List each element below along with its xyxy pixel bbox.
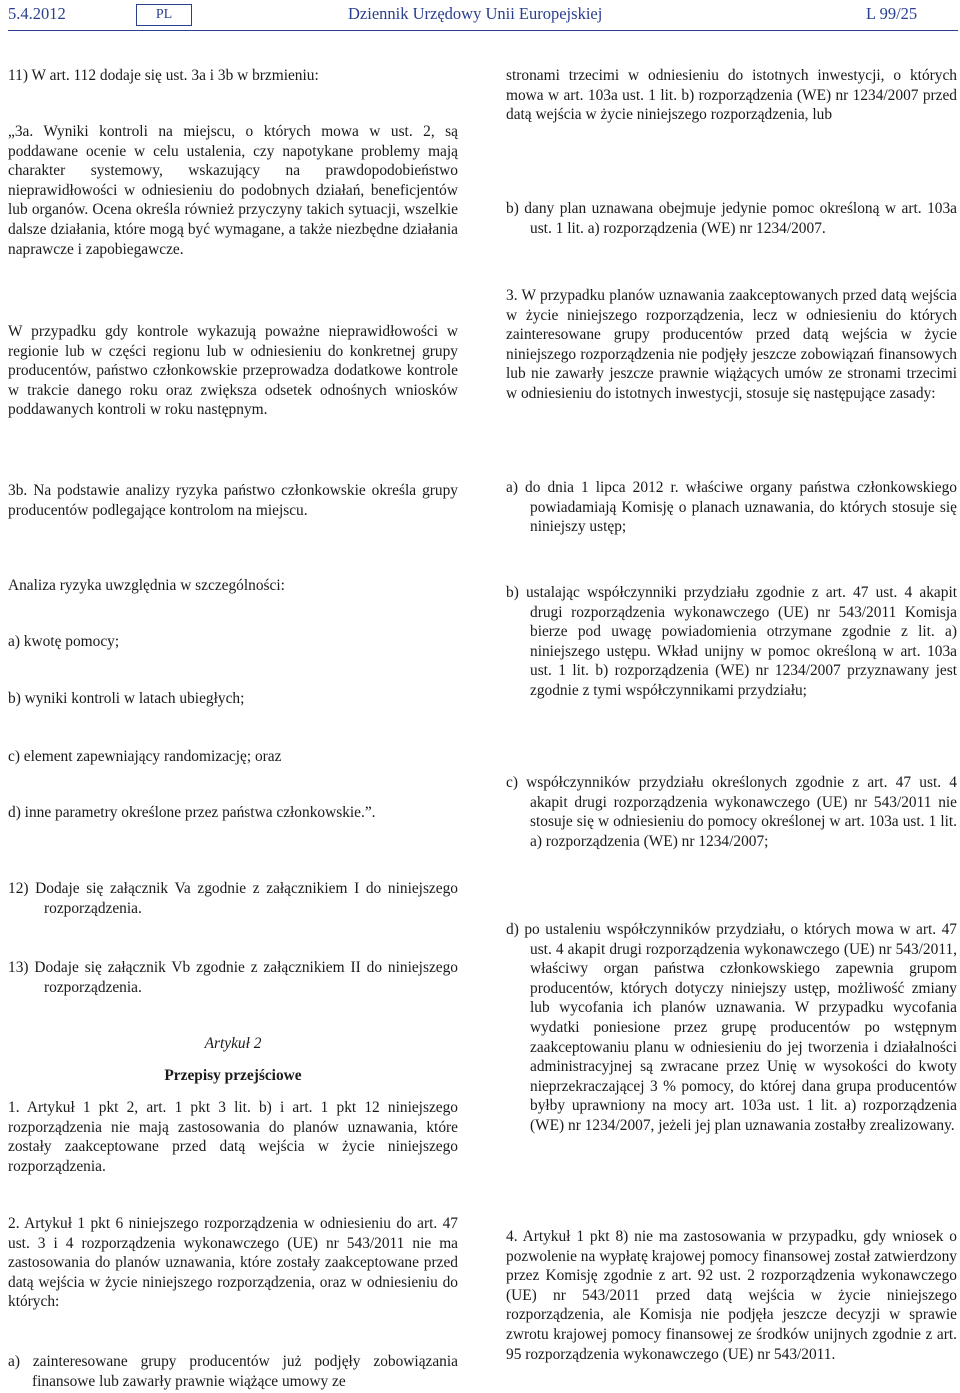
list-item-c: c) element zapewniający randomizację; oraz [8, 748, 282, 765]
paragraph-art2-4: 4. Artykuł 1 pkt 8) nie ma zastosowania w przypadku, gdy wniosek o pozwolenie na wypłatę krajowej pomocy finansowej został zatwierdzony przez Komisję zgodnie z art. 92 ust. 2 rozporządzenia wykonawczego (UE) nr 543/2011 przed datą wejścia w życie niniejszego rozporządzenia, ale Komisja nie podjęła jeszcze decyzji w sprawie zwrotu krajowej pomocy finansowej ze środków unijnych zgodnie z art. 95 rozporządzenia wykonawczego (UE) nr 543/2011. [506, 1228, 957, 1363]
paragraph-point-11: 11) W art. 112 dodaje się ust. 3a i 3b w brzmieniu: [8, 67, 319, 84]
article-number: Artykuł 2 [204, 1035, 262, 1052]
list-item-a: a) kwotę pomocy; [8, 633, 120, 650]
left-column [8, 0, 458, 1393]
paragraph-art2-3: 3. W przypadku planów uznawania zaakceptowanych przed datą wejścia w życie niniejszego rozporządzenia, lecz w odniesieniu do których zainteresowane grupy producentów przed datą wejścia w życie niniejszego rozporządzenia nie podjęły jeszcze zobowiązań finansowych lub nie zawarły jeszcze prawnie wiążących umów ze stronami trzecimi w odniesieniu do istotnych inwestycji, stosuje się następujące zasady: [506, 287, 957, 402]
paragraph-serious-irregularities: W przypadku gdy kontrole wykazują poważne nieprawidłowości w regionie lub w części regionu lub w odniesieniu do konkretnej grupy producentów, państwo członkowskie przeprowadza dodatkowe kontrole w trakcie danego roku oraz zwiększa odsetek odnośnych wniosków poddawanych kontroli w roku następnym. [8, 323, 458, 419]
journal-title: Dziennik Urzędowy Unii Europejskiej [348, 4, 603, 23]
list-item-3b: b) ustalając współczynniki przydziału zgodnie z art. 47 ust. 4 akapit drugi rozporządzenia wykonawczego (UE) nr 543/2011 Komisja bierze pod uwagę powiadomienia otrzymane zgodnie z lit. a) niniejszego ustępu. Wkład unijny w pomoc określoną w art. 103a ust. 1 lit. b) rozporządzenia (WE) nr 1234/2007 przyznawany jest zgodnie z tymi współczynnikami przydziału; [506, 584, 957, 699]
paragraph-continuation: stronami trzecimi w odniesieniu do istotnych inwestycji, o których mowa w art. 103a ust. 1 lit. b) rozporządzenia (WE) nr 1234/2007 przed datą wejścia w życie niniejszego rozporządzenia, lub [506, 67, 957, 124]
paragraph-point-12: 12) Dodaje się załącznik Va zgodnie z załącznikiem I do niniejszego rozporządzenia. [8, 880, 458, 917]
list-item-b-plan: b) dany plan uznawana obejmuje jedynie pomoc określoną w art. 103a ust. 1 lit. a) rozporządzenia (WE) nr 1234/2007. [506, 200, 957, 237]
article-heading: Przepisy przejściowe [164, 1067, 302, 1084]
list-item-b: b) wyniki kontroli w latach ubiegłych; [8, 690, 245, 707]
paragraph-art2-2: 2. Artykuł 1 pkt 6 niniejszego rozporządzenia w odniesieniu do art. 47 ust. 3 i 4 rozporządzenia wykonawczego (UE) nr 543/2011 nie ma zastosowania do planów uznawania, które zostały zaakceptowane przed datą wejścia w życie niniejszego rozporządzenia, oraz w odniesieniu do których: [8, 1215, 458, 1311]
header-date: 5.4.2012 [8, 4, 66, 23]
list-item-3d: d) po ustaleniu współczynników przydziału, o których mowa w art. 47 ust. 4 akapit drugi rozporządzenia wykonawczego (UE) nr 543/2011, właściwy organ państwa członkowskiego zapewnia grupom producentów, których dotyczy niniejszy ustęp, możliwość zmiany lub wycofania ich planów uznawania. W przypadku wycofania wydatki poniesione przez grupę producentów po wstępnym zaakceptowaniu planu w odniesieniu do jej tworzenia i działalności administracyjnej są zwracane przez Unię w wysokości do kwoty nieprzekraczającej 3 % pomocy, do której dana grupa producentów byłby uprawniony na mocy art. 103a ust. 1 lit. a) rozporządzenia (WE) nr 1234/2007, jeżeli jej plan uznawania zostałby zrealizowany. [506, 921, 957, 1134]
paragraph-risk-analysis: Analiza ryzyka uwzględnia w szczególności: [8, 577, 285, 594]
page-reference: L 99/25 [866, 4, 918, 23]
paragraph-art2-1: 1. Artykuł 1 pkt 2, art. 1 pkt 3 lit. b) i art. 1 pkt 12 niniejszego rozporządzenia nie mają zastosowania do planów uznawania, które zostały zaakceptowane przed datą wejścia w życie niniejszego rozporządzenia. [8, 1099, 458, 1175]
paragraph-3a: „3a. Wyniki kontroli na miejscu, o których mowa w ust. 2, są poddawane ocenie w celu ustalenia, czy napotykane problemy mają charakter systemowy, wskazujący na prawdopodobieństwo nieprawidłowości w odniesieniu do podobnych działań, beneficjentów lub organów. Ocena określa również przyczyny takich sytuacji, wszelkie dalsze działania, które mogą być wymagane, a także niezbędne działania naprawcze i zapobiegawcze. [8, 123, 458, 258]
list-item-3c: c) współczynników przydziału określonych zgodnie z art. 47 ust. 4 akapit drugi rozporządzenia wykonawczego (UE) nr 543/2011 nie stosuje się w odniesieniu do pomocy określonej w art. 103a ust. 1 lit. a) rozporządzenia (WE) nr 1234/2007; [506, 774, 957, 850]
paragraph-point-13: 13) Dodaje się załącznik Vb zgodnie z załącznikiem II do niniejszego rozporządzenia. [8, 959, 458, 996]
language-badge: PL [136, 4, 192, 26]
list-item-3a: a) do dnia 1 lipca 2012 r. właściwe organy państwa członkowskiego powiadamiają Komisję o planach uznawania, do których stosuje się niniejszy ustęp; [506, 479, 957, 536]
right-column [506, 0, 957, 1393]
list-item-d: d) inne parametry określone przez państwa członkowskie.”. [8, 804, 376, 821]
paragraph-3b: 3b. Na podstawie analizy ryzyka państwo członkowskie określa grupy producentów podlegające kontrolom na miejscu. [8, 482, 458, 519]
paragraph-art2-2a: a) zainteresowane grupy producentów już podjęły zobowiązania finansowe lub zawarły prawnie wiążące umowy ze [8, 1353, 458, 1390]
